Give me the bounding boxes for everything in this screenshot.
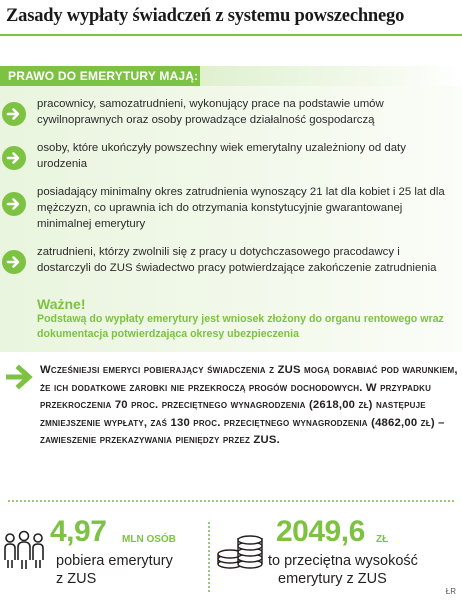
list-item-text: posiadający minimalny okres zatrudnienia wynoszący 21 lat dla kobiet i 25 lat dla mężczyzn, co uprawnia ich do otrzymania konstytucyjnie gwarantowanej minimalnej emerytury	[37, 186, 445, 230]
section-banner-fade	[200, 66, 462, 86]
stat-separator	[208, 522, 210, 592]
coins-icon	[214, 524, 266, 574]
arrow-right-icon	[2, 250, 26, 274]
arrow-right-icon	[2, 192, 26, 216]
list-item-text: pracownicy, samozatrudnieni, wykonujący prace na podstawie umów cywilnoprawnych oraz osoby prowadzące działalność gospodarczą	[37, 98, 384, 126]
list-item-text: zatrudnieni, którzy zwolnili się z pracy u dotychczasowego pracodawcy i dostarczyli do ZUS świadectwo pracy potwierdzające zakończenie zatrudnienia	[37, 246, 437, 274]
stat-value: 2049,6	[276, 515, 365, 548]
arrow-right-icon	[6, 364, 34, 390]
stat-value: 4,97	[50, 515, 107, 548]
info-paragraph	[40, 362, 458, 450]
stat-caption: pobiera emerytury	[56, 553, 173, 569]
stat-caption: z ZUS	[56, 571, 97, 587]
arrow-right-icon	[2, 146, 26, 170]
dotted-divider	[8, 500, 454, 502]
people-icon	[2, 530, 46, 570]
arrow-right-icon	[2, 102, 26, 126]
page-title: Zasady wypłaty świadczeń z systemu powszechnego	[6, 6, 405, 26]
stat-caption: emerytury z ZUS	[278, 571, 387, 587]
author-credit: ŁR	[445, 587, 456, 596]
title-underline	[0, 34, 462, 36]
list-item-text: osoby, które ukończyły powszechny wiek emerytalny uzależniony od daty urodzenia	[37, 142, 406, 170]
stat-unit: MLN OSÓB	[122, 534, 176, 545]
stat-caption: to przeciętna wysokość	[268, 553, 418, 569]
important-note	[37, 296, 457, 341]
important-heading: Ważne!	[37, 296, 86, 312]
section-banner: PRAWO DO EMERYTURY MAJĄ:	[0, 66, 200, 86]
important-body: Podstawą do wypłaty emerytury jest wniosek złożony do organu rentowego wraz dokumentacja potwierdzająca okresy ubezpieczenia	[37, 313, 444, 340]
info-paragraph-text: Wcześniejsi emeryci pobierający świadczenia z ZUS mogą dorabiać pod warunkiem, że ich dodatkowe zarobki nie przekroczą progów dochodowych. W przypadku przekroczenia 70 proc. przeciętnego wynagrodzenia (2618,00 zł) następuje zmniejszenie wypłaty, zaś 130 proc. przeciętnego wynagrodzenia (4862,00 zł) – zawieszenie przekazywania pieniędzy przez ZUS.	[40, 364, 458, 446]
stat-unit: ZŁ	[376, 534, 389, 545]
